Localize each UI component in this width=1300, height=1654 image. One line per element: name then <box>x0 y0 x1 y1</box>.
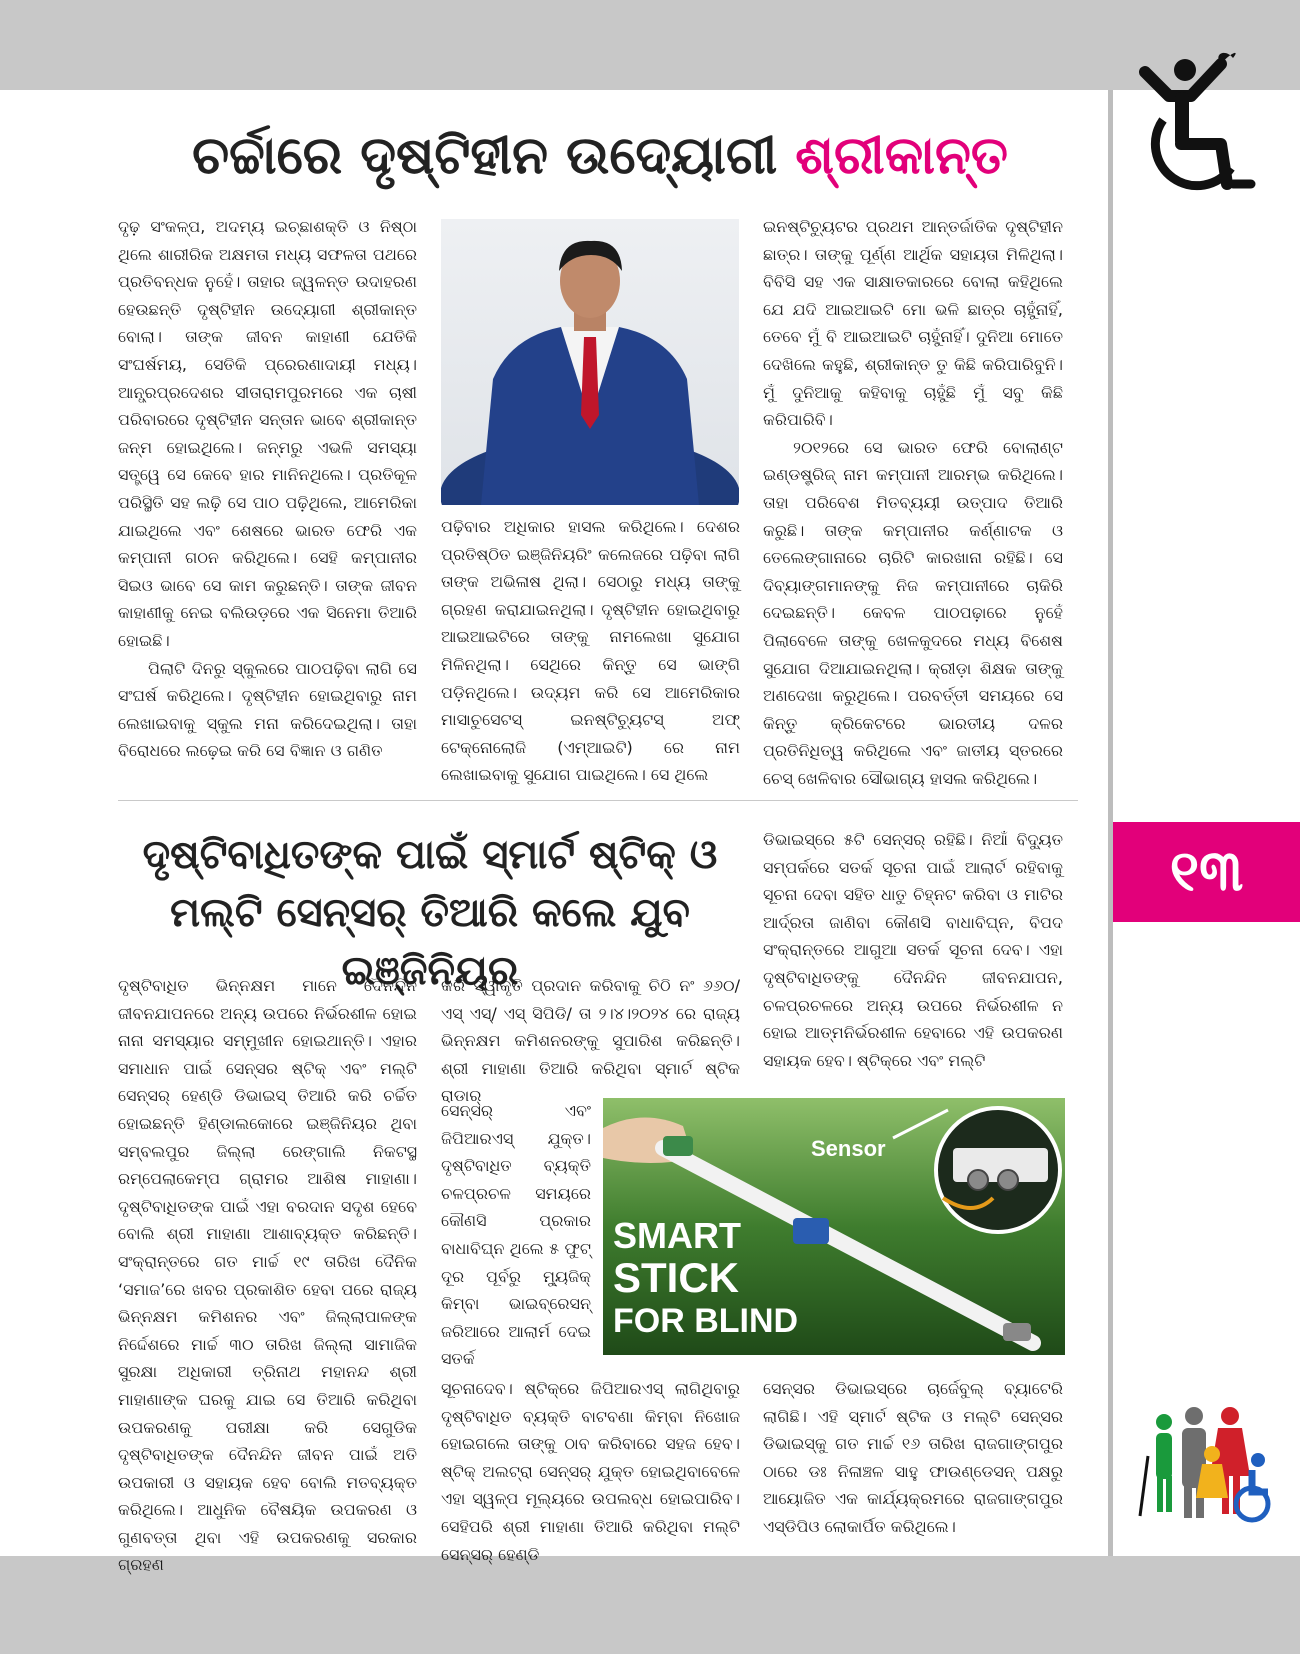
article2-column-3-top <box>763 826 1063 1086</box>
paragraph: ୨୦୧୨ରେ ସେ ଭାରତ ଫେରି ବୋଲାଣ୍ଟ ଇଣ୍ଡଷ୍ଟ୍ରିଜ୍ ନାମ କମ୍ପାନୀ ଆରମ୍ଭ କରିଥିଲେ। ତାହା ପରିବେଶ ମିତବ୍ୟୟୀ ଉତ୍ପାଦ ତିଆରି କରୁଛି। ତାଙ୍କ କମ୍ପାନୀର କର୍ଣ୍ଣାଟକ ଓ ତେଲେଙ୍ଗାନାରେ ଚାରିଟି କାରଖାନା ରହିଛି। ସେ ଦିବ୍ୟାଙ୍ଗମାନଙ୍କୁ ନିଜ କମ୍ପାନୀରେ ଚାକିରି ଦେଇଛନ୍ତି। କେବଳ ପାଠପଢ଼ାରେ ନୁହେଁ ପିଲାବେଳେ ତାଙ୍କୁ ଖେଳକୁଦରେ ମଧ୍ୟ ବିଶେଷ ସୁଯୋଗ ଦିଆଯାଇନଥିଲା। କ୍ରୀଡ଼ା ଶିକ୍ଷକ ତାଙ୍କୁ ଅଣଦେଖା କରୁଥିଲେ। ପରବର୍ତ୍ତୀ ସମୟରେ ସେ କିନ୍ତୁ କ୍ରିକେଟରେ ଭାରତୀୟ ଦଳର ପ୍ରତିନିଧିତ୍ୱ କରିଥିଲେ ଏବଂ ଜାତୀୟ ସ୍ତରରେ ଚେସ୍ ଖେଳିବାର ସୌଭାଗ୍ୟ ହାସଲ କରିଥିଲେ। <box>763 437 1063 788</box>
section-divider <box>118 800 1078 801</box>
portrait-photo <box>441 219 739 505</box>
image-title-line1: SMART <box>613 1215 741 1256</box>
paragraph: ପିଲାଟି ଦିନରୁ ସ୍କୁଲରେ ପାଠପଢ଼ିବା ଲାଗି ସେ ସଂଘର୍ଷ କରିଥିଲେ। ଦୃଷ୍ଟିହୀନ ହୋଇଥିବାରୁ ନାମ ଲେଖାଇବାକୁ ସ୍କୁଲ ମନା କରିଦେଇଥିଲା। ତାହା ବିରୋଧରେ ଲଢ଼େଇ କରି ସେ ବିଜ୍ଞାନ ଓ ଗଣିତ <box>118 658 417 761</box>
article1-column-2 <box>441 513 740 785</box>
wheelchair-user-icon <box>1125 44 1260 204</box>
paragraph: ଦୃଢ଼ ସଂକଳ୍ପ, ଅଦମ୍ୟ ଇଚ୍ଛାଶକ୍ତି ଓ ନିଷ୍ଠା ଥିଲେ ଶାରୀରିକ ଅକ୍ଷମତା ମଧ୍ୟ ସଫଳତା ପଥରେ ପ୍ରତିବନ୍ଧକ ନୁହେଁ। ତାହାର ଜ୍ୱଳନ୍ତ ଉଦାହରଣ ହେଉଛନ୍ତି ଦୃଷ୍ଟିହୀନ ଉଦ୍ୟୋଗୀ ଶ୍ରୀକାନ୍ତ ବୋଲା। ତାଙ୍କ ଜୀବନ କାହାଣୀ ଯେତିକି ସଂଘର୍ଷମୟ, ସେତିକି ପ୍ରେରଣାଦାୟୀ ମଧ୍ୟ। ଆନ୍ଧ୍ରପ୍ରଦେଶର ସୀତାରାମପୁରମରେ ଏକ ଚାଷୀ ପରିବାରରେ ଦୃଷ୍ଟିହୀନ ସନ୍ତାନ ଭାବେ ଶ୍ରୀକାନ୍ତ ଜନ୍ମ ହୋଇଥିଲେ। ଜନ୍ମରୁ ଏଭଳି ସମସ୍ୟା ସତ୍ତ୍ୱେ ସେ କେବେ ହାର ମାନିନଥିଲେ। ପ୍ରତିକୂଳ ପରିସ୍ଥିତି ସହ ଲଢ଼ି ସେ ପାଠ ପଢ଼ିଥିଲେ, ଆମେରିକା ଯାଇଥିଲେ ଏବଂ ଶେଷରେ ଭାରତ ଫେରି ଏକ କମ୍ପାନୀ ଗଠନ କରିଥିଲେ। ସେହି କମ୍ପାନୀର ସିଇଓ ଭାବେ ସେ କାମ କରୁଛନ୍ତି। ତାଙ୍କ ଜୀବନ କାହାଣୀକୁ ନେଇ ବଲିଉଡ଼ରେ ଏକ ସିନେମା ତିଆରି ହୋଇଛି। <box>118 217 417 650</box>
headline-text: ଚର୍ଚ୍ଚାରେ ଦୃଷ୍ଟିହୀନ ଉଦ୍ୟୋଗୀ <box>192 126 796 186</box>
paragraph: ପଢ଼ିବାର ଅଧିକାର ହାସଲ କରିଥିଲେ। ଦେଶର ପ୍ରତିଷ୍ଠିତ ଇଞ୍ଜିନିୟରିଂ କଲେଜରେ ପଢ଼ିବା ଲାଗି ତାଙ୍କ ଅଭିଳାଷ ଥିଲା। ସେଠାରୁ ମଧ୍ୟ ତାଙ୍କୁ ଗ୍ରହଣ କରାଯାଇନଥିଲା। ଦୃଷ୍ଟିହୀନ ହୋଇଥିବାରୁ ଆଇଆଇଟିରେ ତାଙ୍କୁ ନାମଲେଖା ସୁଯୋଗ ମିଳିନଥିଲା। ସେଥିରେ କିନ୍ତୁ ସେ ଭାଙ୍ଗି ପଡ଼ିନଥିଲେ। ଉଦ୍ୟମ କରି ସେ ଆମେରିକାର ମାସାଚୁସେଟସ୍ ଇନଷ୍ଟିଚ୍ୟୁଟସ୍ ଅଫ୍ ଟେକ୍ନୋଲୋଜି (ଏମ୍ଆଇଟି) ରେ ନାମ ଲେଖାଇବାକୁ ସୁଯୋଗ ପାଇଥିଲେ। ସେ ଥିଲେ <box>441 517 740 785</box>
sensor-label: Sensor <box>811 1136 886 1161</box>
image-title-line2: STICK <box>613 1254 739 1301</box>
article2-column-2-bottom <box>441 1375 740 1564</box>
top-band <box>0 0 1300 90</box>
page-number: ୧୩ <box>1169 839 1244 904</box>
article2-column-2-top <box>441 972 740 1106</box>
image-title-line3: FOR BLIND <box>613 1302 799 1340</box>
article2-column-2-narrow <box>441 1097 591 1369</box>
article2-column-3-bottom <box>763 1375 1063 1545</box>
headline-highlight: ଶ୍ରୀକାନ୍ତ <box>795 126 1008 186</box>
paragraph: ଡିଭାଇସ୍‌ରେ ୫ଟି ସେନ୍ସର୍ ରହିଛି। ନିଆଁ ବିଦ୍ୟୁତ ସମ୍ପର୍କରେ ସତର୍କ ସୂଚନା ପାଇଁ ଆଲାର୍ଟ ରହିବାକୁ ସୂଚନା ଦେବା ସହିତ ଧାତୁ ଚିହ୍ନଟ କରିବା ଓ ମାଟିର ଆର୍ଦ୍ରତା ଜାଣିବା କୌଣସି ବାଧାବିଘ୍ନ, ବିପଦ ସଂକ୍ରାନ୍ତରେ ଆଗୁଆ ସତର୍କ ସୂଚନା ଦେବ। ଏହା ଦୃଷ୍ଟିବାଧିତଙ୍କୁ ଦୈନନ୍ଦିନ ଜୀବନଯାପନ, ଚଳପ୍ରଚଳରେ ଅନ୍ୟ ଉପରେ ନିର୍ଭରଶୀଳ ନ ହୋଇ ଆତ୍ମନିର୍ଭରଶୀଳ ହେବାରେ ଏହି ଉପକରଣ ସହାୟକ ହେବ। ଷ୍ଟିକ୍‌ରେ ଏବଂ ମଲ୍ଟି <box>763 830 1063 1070</box>
article1-column-3 <box>763 213 1063 788</box>
smart-stick-image <box>603 1098 1065 1355</box>
article2-column-1 <box>118 972 417 1575</box>
paragraph: କରି ସ୍ୱୀକୃତି ପ୍ରଦାନ କରିବାକୁ ଚିଠି ନଂ ୬୬୦/ ଏସ୍ ଏସ୍/ ଏସ୍ ସିପିଡି/ ତା ୨।୪।୨୦୨୪ ରେ ରାଜ୍ୟ ଭିନ୍ନକ୍ଷମ କମିଶନରଙ୍କୁ ସୁପାରିଶ କରିଛନ୍ତି। ଶ୍ରୀ ମାହାଣା ତିଆରି କରିଥିବା ସ୍ମାର୍ଟ ଷ୍ଟିକ ରାଡାର୍ <box>441 976 740 1106</box>
paragraph: ସେନ୍ସର୍ ଏବଂ ଜିପିଆରଏସ୍ ଯୁକ୍ତ। ଦୃଷ୍ଟିବାଧିତ ବ୍ୟକ୍ତି ଚଳପ୍ରଚଳ ସମୟରେ କୌଣସି ପ୍ରକାର ବାଧାବିଘ୍ନ ଥିଲେ ୫ ଫୁଟ୍ ଦୂର ପୂର୍ବରୁ ମ୍ୟୁଜିକ୍ କିମ୍ବା ଭାଇବ୍ରେସନ୍ ଜରିଆରେ ଆଲାର୍ମ ଦେଇ ସତର୍କ <box>441 1101 591 1369</box>
paragraph: ସେନ୍ସର ଡିଭାଇସ୍‌ରେ ଚାର୍ଜେବୁଲ୍ ବ୍ୟାଟେରି ଲାଗିଛି। ଏହି ସ୍ମାର୍ଟ ଷ୍ଟିକ ଓ ମଲ୍ଟି ସେନ୍ସର ଡିଭାଇସ୍‌କୁ ଗତ ମାର୍ଚ୍ଚ ୧୬ ତାରିଖ ରାଜଗାଙ୍ଗପୁର ଠାରେ ଡଃ ନିଳାଞ୍ଚଳ ସାହୁ ଫାଉଣ୍ଡେସନ୍ ପକ୍ଷରୁ ଆୟୋଜିତ ଏକ କାର୍ଯ୍ୟକ୍ରମରେ ରାଜଗାଙ୍ଗପୁର ଏସ୍‌ଡିପିଓ ଲୋକାର୍ପିତ କରିଥିଲେ। <box>763 1379 1063 1536</box>
page-number-tab <box>1113 822 1300 922</box>
paragraph: ଇନଷ୍ଟିଚ୍ୟୁଟର ପ୍ରଥମ ଆନ୍ତର୍ଜାତିକ ଦୃଷ୍ଟିହୀନ ଛାତ୍ର। ତାଙ୍କୁ ପୂର୍ଣ୍ଣ ଆର୍ଥିକ ସହାୟତା ମିଳିଥିଲା। ବିବିସି ସହ ଏକ ସାକ୍ଷାତକାରରେ ବୋଲା କହିଥିଲେ ଯେ ଯଦି ଆଇଆଇଟି ମୋ ଭଳି ଛାତ୍ର ଚାହୁଁନାହିଁ, ତେବେ ମୁଁ ବି ଆଇଆଇଟି ଚାହୁଁନାହିଁ। ଦୁନିଆ ମୋତେ ଦେଖିଲେ କହୁଛି, ଶ୍ରୀକାନ୍ତ ତୁ କିଛି କରିପାରିବୁନି। ମୁଁ ଦୁନିଆକୁ କହିବାକୁ ଚାହୁଁଛି ମୁଁ ସବୁ କିଛି କରିପାରିବି। <box>763 217 1063 430</box>
accessibility-people-icon <box>1138 1406 1278 1524</box>
article2-headline: ଦୃଷ୍ଟିବାଧିତଙ୍କ ପାଇଁ ସ୍ମାର୍ଟ ଷ୍ଟିକ୍ ଓ ମଲ୍ଟି ସେନ୍ସର୍ ତିଆରି କଲେ ଯୁବ ଇଞ୍ଜିନିୟର <box>142 832 718 994</box>
article1-column-1 <box>118 213 417 773</box>
paragraph: ଦୃଷ୍ଟିବାଧିତ ଭିନ୍ନକ୍ଷମ ମାନେ ଦୈନନ୍ଦିନ ଜୀବନଯାପନରେ ଅନ୍ୟ ଉପରେ ନିର୍ଭରଶୀଳ ହୋଇ ନାନା ସମସ୍ୟାର ସମ୍ମୁଖୀନ ହୋଇଥାନ୍ତି। ଏହାର ସମାଧାନ ପାଇଁ ସେନ୍ସର ଷ୍ଟିକ୍ ଏବଂ ମଲ୍ଟି ସେନ୍ସର୍ ହେଣ୍ଡି ଡିଭାଇସ୍ ତିଆରି କରି ଚର୍ଚ୍ଚିତ ହୋଇଛନ୍ତି ହିଣ୍ଡାଲକୋରେ ଇଞ୍ଜିନିୟର ଥିବା ସମ୍ବଲପୁର ଜିଲ୍ଲା ରେଙ୍ଗାଲି ନିକଟସ୍ଥ ରମ୍ପେଲାକେମ୍ପ ଗ୍ରାମର ଆଶିଷ ମାହାଣା। ଦୃଷ୍ଟିବାଧିତଙ୍କ ପାଇଁ ଏହା ବରଦାନ ସଦୃଶ ହେବେ ବୋଲି ଶ୍ରୀ ମାହାଣା ଆଶାବ୍ୟକ୍ତ କରିଛନ୍ତି। ସଂକ୍ରାନ୍ତରେ ଗତ ମାର୍ଚ୍ଚ ୧୯ ତାରିଖ ଦୈନିକ ‘ସମାଜ’ରେ ଖବର ପ୍ରକାଶିତ ହେବା ପରେ ରାଜ୍ୟ ଭିନ୍ନକ୍ଷମ କମିଶନର ଏବଂ ଜିଲ୍ଲାପାଳଙ୍କ ନିର୍ଦ୍ଦେଶରେ ମାର୍ଚ୍ଚ ୩୦ ତାରିଖ ଜିଲ୍ଲା ସାମାଜିକ ସୁରକ୍ଷା ଅଧିକାରୀ ତ୍ରିନାଥ ମହାନନ୍ଦ ଶ୍ରୀ ମାହାଣାଙ୍କ ଘରକୁ ଯାଇ ସେ ତିଆରି କରିଥିବା ଉପକରଣକୁ ପରୀକ୍ଷା କରି ସେଗୁଡିକ ଦୃଷ୍ଟିବାଧିତଙ୍କ ଦୈନନ୍ଦିନ ଜୀବନ ପାଇଁ ଅତି ଉପକାରୀ ଓ ସହାୟକ ହେବ ବୋଲି ମତବ୍ୟକ୍ତ କରିଥିଲେ। ଆଧୁନିକ ବୈଷୟିକ ଉପକରଣ ଓ ଗୁଣବତ୍ତା ଥିବା ଏହି ଉପକରଣକୁ ସରକାର ଗ୍ରହଣ <box>118 976 417 1575</box>
paragraph: ସୂଚନାଦେବ। ଷ୍ଟିକ୍‌ରେ ଜିପିଆରଏସ୍ ଲାଗିଥିବାରୁ ଦୃଷ୍ଟିବାଧିତ ବ୍ୟକ୍ତି ବାଟବଣା କିମ୍ବା ନିଖୋଜ ହୋଇଗଲେ ତାଙ୍କୁ ଠାବ କରିବାରେ ସହଜ ହେବ। ଷ୍ଟିକ୍ ଅଲଟ୍ରା ସେନ୍ସର୍ ଯୁକ୍ତ ହୋଇଥିବାବେଳେ ଏହା ସ୍ୱଳ୍ପ ମୂଲ୍ୟରେ ଉପଲବ୍ଧ ହୋଇପାରିବ। ସେହିପରି ଶ୍ରୀ ମାହାଣା ତିଆରି କରିଥିବା ମଲ୍ଟି ସେନ୍ସର୍ ହେଣ୍ଡି <box>441 1379 740 1564</box>
article1-headline <box>120 118 1080 194</box>
